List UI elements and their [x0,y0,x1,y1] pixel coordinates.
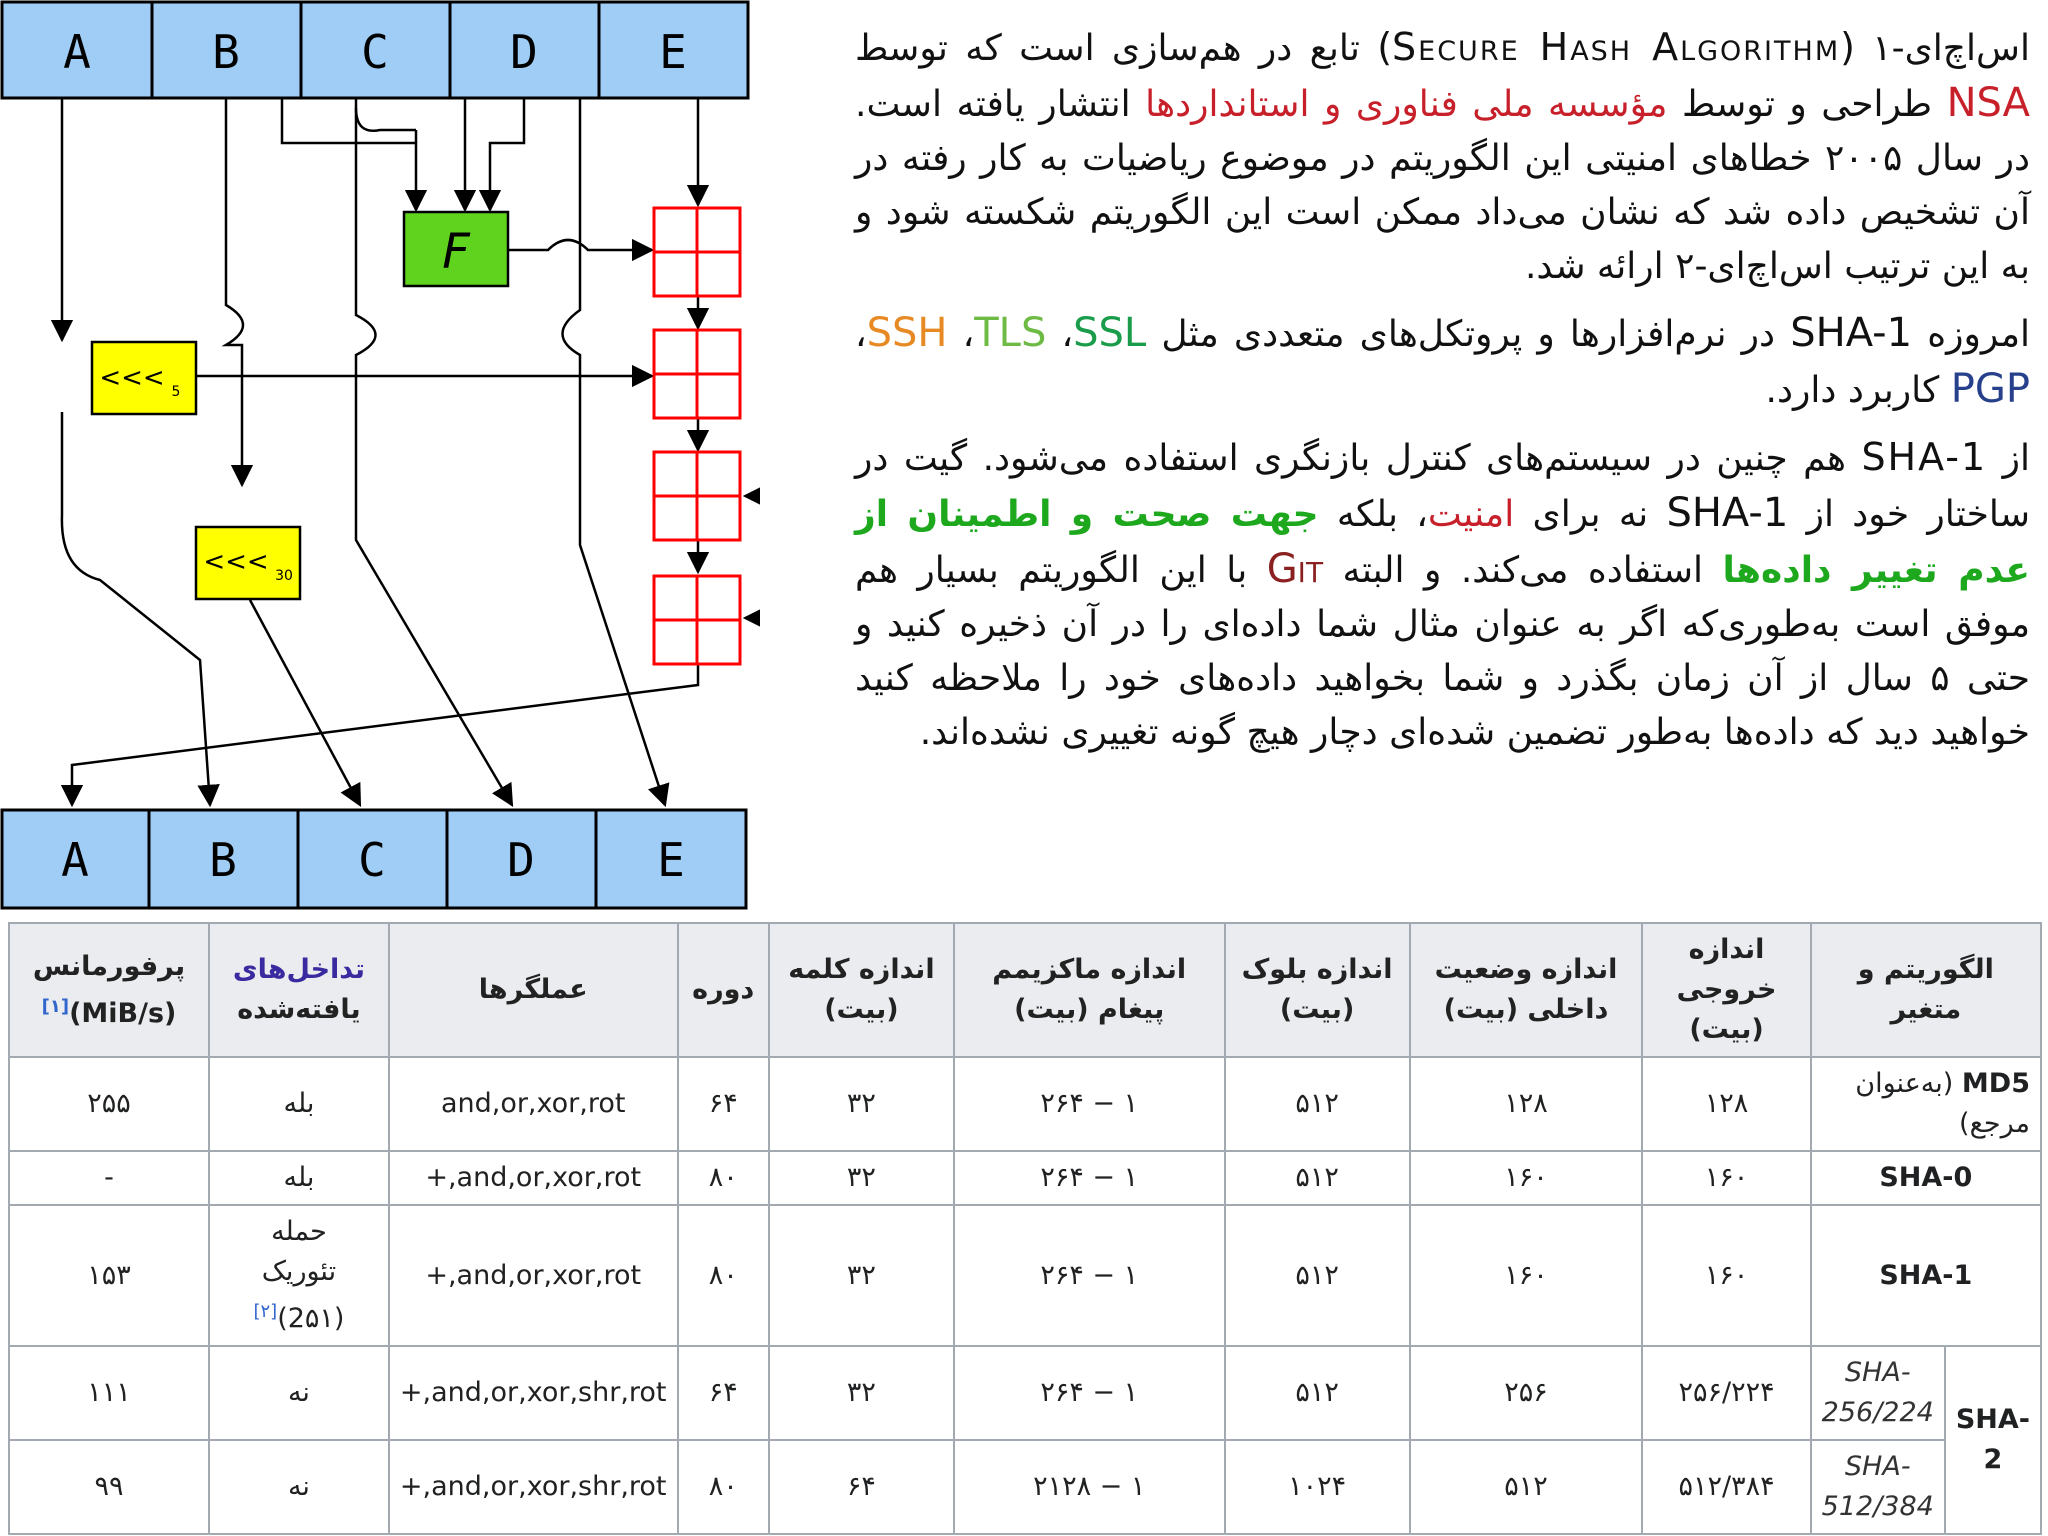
sha1-term: SHA-1 [1790,310,1913,356]
sha1-term: SHA-1 [1666,490,1789,536]
cell-word: ۳۲ [769,1205,954,1346]
table-row [9,1440,2041,1534]
hash-comparison-table [8,922,2042,1535]
article-text [855,20,2030,772]
cell-output: ۵۱۲/۳۸۴ [1642,1440,1810,1534]
collision-text: تئوریک [261,1256,337,1287]
integrity-highlight: جهت صحت و اطمینان از عدم تغییر داده‌ها [855,494,2030,591]
top-register-a-label: A [63,25,91,79]
cell-performance: ۱۱۱ [9,1346,209,1440]
ssh-link[interactable]: SSH [866,310,948,356]
cell-rounds: ۸۰ [678,1440,769,1534]
cell-state: ۵۱۲ [1410,1440,1643,1534]
paragraph-intro [855,20,2030,294]
header-collisions [209,923,389,1057]
table-row [9,1057,2041,1151]
sha-full-name: (Secure Hash Algorithm) [1377,25,1855,69]
cell-block: ۵۱۲ [1225,1057,1410,1151]
text: طراحی و توسط [1681,84,1933,125]
table-row [9,1205,2041,1346]
bottom-register-b [149,810,298,908]
md5-link[interactable]: MD5 [1961,1068,2030,1099]
cell-max-message: ۱ − ۲۶۴ [954,1057,1225,1151]
cell-block: ۵۱۲ [1225,1151,1410,1205]
header-performance-unit: (MiB/s) [69,997,177,1029]
table-row [9,1151,2041,1205]
text: تابع در هم‌سازی است که توسط [855,28,1360,69]
text: از [2002,438,2030,479]
adder-4 [654,576,740,664]
cell-algorithm [1811,1057,2041,1151]
header-state-size: اندازه وضعیت داخلی (بیت) [1410,923,1643,1057]
bottom-register-e [596,810,746,908]
sha1-round-diagram [0,0,760,915]
text: انتشار یافته است. در سال ۲۰۰۵ خطاهای امنیتی این الگوریتم در موضوع ریاضیات به کار رفته در آن تشخیص داده شد که نشان می‌داد ممکن است این الگوریتم شکسته شود و به این ترتیب اس‌اچ‌ای-۲ ارائه شد. [855,84,2030,287]
security-link[interactable]: امنیت [1427,494,1515,535]
text: کاربرد دارد. [1765,370,1940,411]
nist-link[interactable]: مؤسسه ملی فناوری و استانداردها [1145,84,1668,125]
cell-max-message: ۱ − ۲۶۴ [954,1346,1225,1440]
rotate-30-subscript: 30 [275,568,293,584]
cell-performance: ۹۹ [9,1440,209,1534]
cell-performance: - [9,1151,209,1205]
top-register-e-label: E [659,25,687,79]
header-block-size: اندازه بلوک (بیت) [1225,923,1410,1057]
collision-complexity: (2۵۱) [277,1303,345,1334]
cell-collisions: نه [209,1440,389,1534]
cell-algorithm [1811,1151,2041,1205]
table-row [9,1346,2041,1440]
cell-block: ۵۱۲ [1225,1205,1410,1346]
cell-word: ۳۲ [769,1057,954,1151]
cell-operators: +,and,or,xor,shr,rot [389,1346,678,1440]
top-register-a [2,2,152,98]
bottom-register-b-label: B [209,833,237,887]
header-performance-label: پرفورمانس [32,950,186,982]
cell-rounds: ۸۰ [678,1205,769,1346]
paragraph-usage: امروزه SHA-1 در نرم‌افزارها و پروتکل‌های متعددی مثل SSL، TLS، SSH، PGP کاربرد دارد. [855,310,2030,412]
header-performance [9,923,209,1057]
top-register-d [450,2,599,98]
header-collisions-link[interactable]: تداخل‌های [232,954,366,985]
bottom-register-e-label: E [657,833,685,887]
cell-output: ۱۶۰ [1642,1151,1810,1205]
rotate-5-subscript: 5 [171,384,181,400]
cell-block: ۱۰۲۴ [1225,1440,1410,1534]
cell-variant: SHA-256/224 [1811,1346,1945,1440]
cell-max-message: ۱ − ۲۶۴ [954,1151,1225,1205]
top-register-d-label: D [510,25,538,79]
cell-operators: +,and,or,xor,rot [389,1151,678,1205]
text: ، بلکه [1336,494,1428,535]
top-register-b [152,2,301,98]
bottom-register-c-label: C [358,833,386,887]
cell-sha2-group [1945,1346,2041,1534]
cell-collisions: بله [209,1057,389,1151]
top-register-c-label: C [361,25,389,79]
cell-output: ۲۵۶/۲۲۴ [1642,1346,1810,1440]
cell-operators: +,and,or,xor,shr,rot [389,1440,678,1534]
adder-2 [654,330,740,418]
cell-rounds: ۶۴ [678,1346,769,1440]
cell-operators: and,or,xor,rot [389,1057,678,1151]
bottom-register-d [447,810,596,908]
top-register-row [2,2,748,98]
cell-variant: SHA-512/384 [1811,1440,1945,1534]
paragraph-git [855,430,2030,760]
sha0-link[interactable]: SHA-0 [1879,1162,1973,1193]
text: نه برای [1532,494,1649,535]
bottom-register-a [2,810,149,908]
bottom-register-d-label: D [507,833,535,887]
cell-performance: ۲۵۵ [9,1057,209,1151]
top-register-c [301,2,450,98]
cell-rounds: ۸۰ [678,1151,769,1205]
cell-max-message: ۱ − ۲۶۴ [954,1205,1225,1346]
top-register-b-label: B [212,25,240,79]
bottom-register-row [2,810,746,908]
text: امروزه [1927,314,2030,355]
header-word-size: اندازه کلمه (بیت) [769,923,954,1057]
header-algorithm: الگوریتم و متغیر [1811,923,2041,1057]
rotate-30-label: <<< [203,547,269,577]
cell-word: ۶۴ [769,1440,954,1534]
f-function-label: F [442,224,470,280]
rotate-30-box [196,527,300,599]
pgp-link[interactable]: PGP [1950,366,2030,412]
cell-state: ۱۶۰ [1410,1151,1643,1205]
sha1-term: SHA-1 [1861,435,1988,479]
cell-rounds: ۶۴ [678,1057,769,1151]
header-operators: عملگرها [389,923,678,1057]
nsa-link[interactable]: NSA [1946,80,2030,126]
rotate-5-box [92,342,196,414]
comparison-table-wrapper [8,922,2042,1535]
reference-1-link[interactable]: [۱] [41,995,70,1017]
cell-state: ۲۵۶ [1410,1346,1643,1440]
rotate-5-label: <<< [99,363,165,393]
cell-output: ۱۶۰ [1642,1205,1810,1346]
cell-word: ۳۲ [769,1151,954,1205]
table-header-row [9,923,2041,1057]
cell-state: ۱۶۰ [1410,1205,1643,1346]
header-rounds: دوره [678,923,769,1057]
cell-block: ۵۱۲ [1225,1346,1410,1440]
cell-collisions: بله [209,1151,389,1205]
collision-text: حمله [271,1216,327,1247]
bottom-register-a-label: A [61,833,89,887]
reference-2-link[interactable]: [۲] [253,1301,278,1322]
ssl-link[interactable]: SSL [1073,310,1147,356]
md5-note: (به‌عنوان مرجع) [1855,1068,2030,1139]
header-max-message: اندازه ماکزیمم پیغام (بیت) [954,923,1225,1057]
cell-operators: +,and,or,xor,rot [389,1205,678,1346]
bottom-register-c [298,810,447,908]
text: استفاده می‌کند. و البته [1342,550,1704,591]
text: در نرم‌افزارها و پروتکل‌های متعددی مثل [1161,314,1776,355]
adder-3 [654,452,740,540]
text: هم چنین در سیستم‌های کنترل بازنگری استفاده می‌شود. گیت در ساختار خود از [855,438,2030,535]
top-register-e [599,2,748,98]
header-collisions-text: یافته‌شده [237,994,361,1025]
cell-output: ۱۲۸ [1642,1057,1810,1151]
cell-collisions: نه [209,1346,389,1440]
text: با این الگوریتم بسیار هم موفق است به‌طوری‌که اگر به عنوان مثال شما داده‌ای را در آن ذخیره کنید و حتی ۵ سال از آن زمان بگذرد و شما بخواهید داده‌های خود را ملاحظه کنید خواهید دید که داده‌ها به‌طور تضمین شده‌ای دچار هیچ گونه تغییری نشده‌اند. [855,550,2030,753]
cell-word: ۳۲ [769,1346,954,1440]
cell-collisions [209,1205,389,1346]
adder-1 [654,208,740,296]
sha2-link[interactable]: SHA-2 [1955,1404,2030,1475]
tls-link[interactable]: TLS [974,310,1047,356]
cell-state: ۱۲۸ [1410,1057,1643,1151]
header-output-size: اندازه خروجی (بیت) [1642,923,1810,1057]
text: اس‌اچ‌ای-۱ [1872,28,2030,69]
f-function-box [404,212,508,286]
cell-algorithm [1811,1205,2041,1346]
cell-max-message: ۱ − ۲۱۲۸ [954,1440,1225,1534]
cell-performance: ۱۵۳ [9,1205,209,1346]
git-link[interactable]: Git [1266,546,1324,592]
sha1-link[interactable]: SHA-1 [1879,1259,1973,1291]
